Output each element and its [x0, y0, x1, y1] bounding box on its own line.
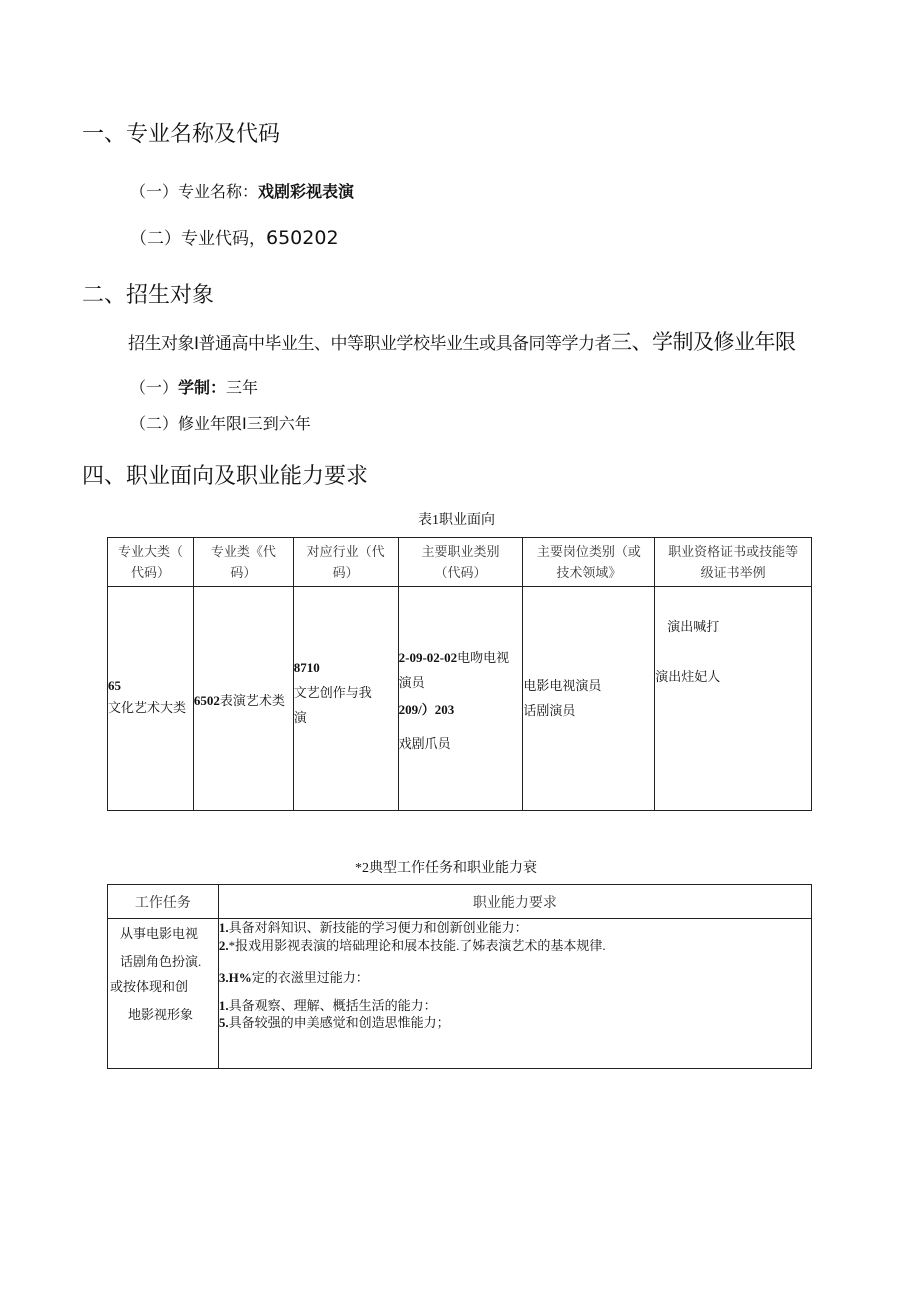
section-heading-1: 一、专业名称及代码: [82, 122, 281, 147]
task-cell: 从事电影电视 话剧角色扮演. 或按体现和创 地影视形象: [108, 919, 219, 1069]
table1-header-cell: 专业类《代 码）: [193, 538, 293, 587]
major-name-value: 戏剧彩视表演: [258, 182, 355, 201]
ability-item: 3.H%定的衣滋里过能力：: [218, 970, 369, 985]
schooling-bold: 学制：: [178, 378, 227, 397]
table2-caption: *2典型工作任务和职业能力衰: [355, 861, 537, 876]
major-code-label: （二）专业代码，: [130, 229, 266, 249]
industry-cell: 8710 文艺创作与我 演: [293, 587, 398, 811]
table1-header-cell: 职业资格证书或技能等 级证书举例: [655, 538, 812, 587]
table2-header-row: [108, 885, 812, 919]
category-cell: 65 文化艺术大类: [108, 587, 194, 811]
table1-header-cell: 主要岗位类别（或 技术领域》: [523, 538, 655, 587]
table1-header-cell: 专业大类（ 代码）: [108, 538, 194, 587]
occupation-cell: 2-09-02-02电吻电视 演员 209/）203 戏剧爪员: [398, 587, 523, 811]
table2-row: [108, 919, 812, 1069]
table1-caption: 表1职业面向: [418, 513, 495, 528]
class-cell: 6502表演艺术类: [193, 587, 293, 811]
ability-item: 5.具备较强的申美感觉和创造思惟能力；: [218, 1015, 450, 1030]
enrollment-line: [128, 326, 796, 356]
section-heading-2: 二、招生对象: [82, 283, 215, 308]
section-heading-3: 三、学制及修业年限: [611, 330, 796, 354]
schooling-value: 三年: [226, 378, 259, 397]
study-years-line: （二）修业年限I三到六年: [130, 414, 311, 433]
schooling-label: （一）: [130, 378, 179, 397]
enrollment-text: 招生对象I普通高中毕业生、中等职业学校毕业生或具备同等学力者: [128, 334, 612, 354]
table2-header-task: 工作任务: [108, 885, 219, 919]
table1-header-cell: 主要职业类别 （代码）: [398, 538, 523, 587]
table1-header-cell: 对应行业（代 码）: [293, 538, 398, 587]
major-name-label: （一）专业名称：: [130, 182, 259, 201]
ability-item: 2.*报戏用影视表演的培础理论和展本技能.了姊表演艺术的基本规律.: [218, 938, 606, 953]
schooling-line: [130, 375, 258, 398]
major-code-line: [130, 224, 339, 249]
ability-item: 1.具备观察、理解、概括生活的能力：: [218, 998, 437, 1013]
table2-header-ability: 职业能力要求: [218, 885, 811, 919]
career-orientation-table: [107, 537, 812, 811]
ability-cell: [218, 919, 811, 1069]
task-ability-table: [107, 884, 812, 1069]
major-code-value: 650202: [266, 227, 339, 249]
table1-header-row: [108, 538, 812, 587]
table1-row: [108, 587, 812, 811]
section-heading-4: 四、职业面向及职业能力要求: [82, 464, 369, 489]
certificate-cell: 演出喊打 演出炷妃人: [655, 587, 812, 811]
ability-item: 1.具备对斜知识、新技能的学习便力和创新创业能力：: [218, 920, 528, 935]
major-name-line: [130, 179, 354, 202]
position-cell: 电影电视演员 话剧演员: [523, 587, 655, 811]
